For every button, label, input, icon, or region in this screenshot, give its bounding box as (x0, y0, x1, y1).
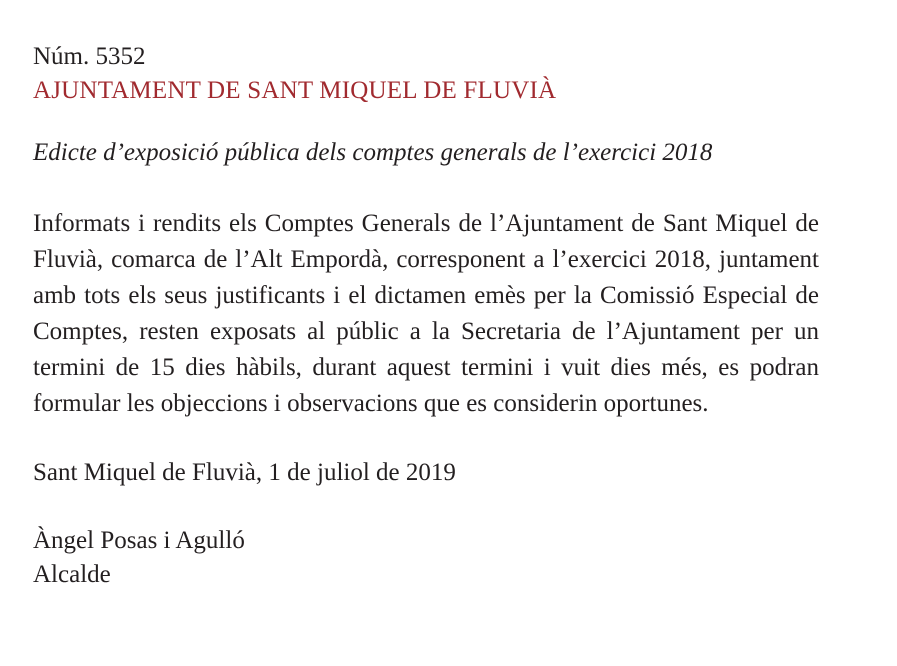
place-and-date: Sant Miquel de Fluvià, 1 de juliol de 2019 (33, 459, 456, 486)
signer-name: Àngel Posas i Agulló (33, 527, 245, 554)
issuing-entity: AJUNTAMENT DE SANT MIQUEL DE FLUVIÀ (33, 77, 557, 104)
signer-role: Alcalde (33, 561, 111, 588)
notice-subject: Edicte d’exposició pública dels comptes generals de l’exercici 2018 (33, 139, 713, 166)
official-notice (33, 40, 833, 592)
notice-body: Informats i rendits els Comptes Generals de l’Ajuntament de Sant Miquel de Fluvià, comarca de l’Alt Empordà, corresponent a l’exercici 2018, juntament amb tots els seus justificants i el dictamen emès per la Comissió Especial de Comptes, resten exposats al públic a la Secretaria de l’Ajuntament per un termini de 15 dies hàbils, durant aquest termini i vuit dies més, es podran formular les objeccions i observacions que es considerin oportunes. (33, 210, 819, 417)
notice-number: Núm. 5352 (33, 43, 146, 70)
